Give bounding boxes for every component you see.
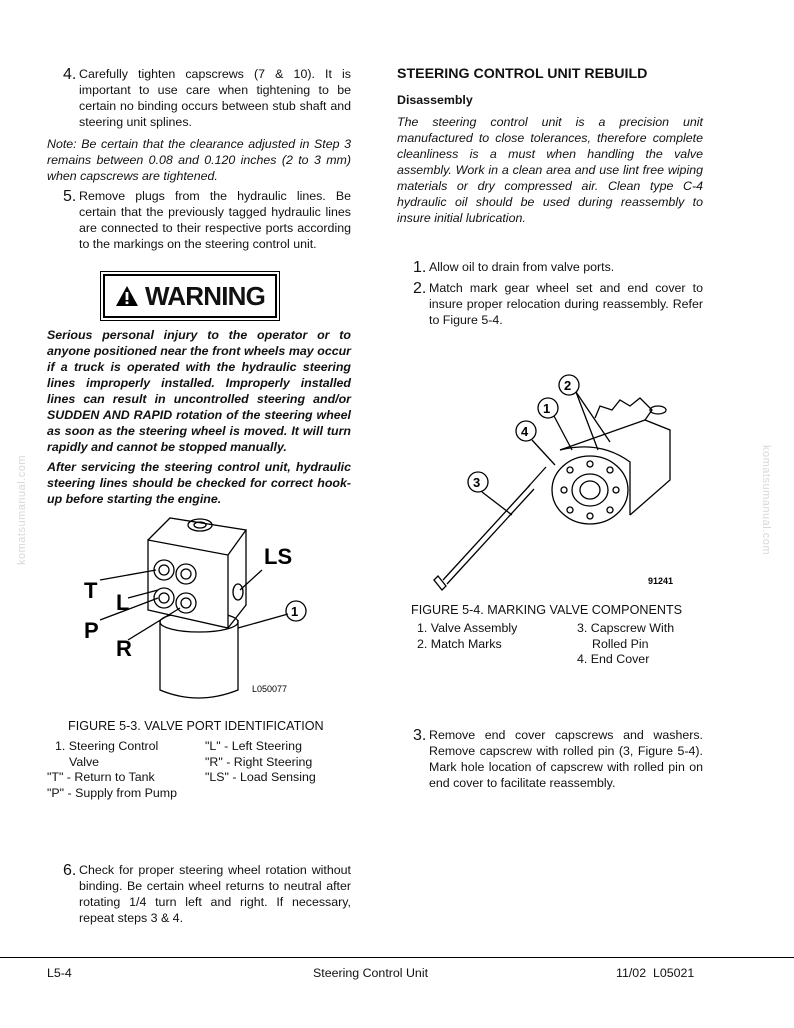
step-number: 3. <box>413 727 427 744</box>
figure-5-4-caption: FIGURE 5-4. MARKING VALVE COMPONENTS <box>411 603 683 617</box>
figure-5-3-legend-right <box>205 739 355 786</box>
section-title: STEERING CONTROL UNIT REBUILD <box>397 66 648 82</box>
legend-item: Valve <box>69 754 100 769</box>
callout-1: 1 <box>291 604 299 619</box>
footer-page-number: L5-4 <box>47 966 72 980</box>
step-4 <box>47 66 351 130</box>
port-label-t: T <box>84 578 98 603</box>
figure-code: L050077 <box>252 684 288 694</box>
figure-5-4-legend-right <box>577 621 707 668</box>
port-label-r: R <box>116 636 132 661</box>
legend-item: 2. Match Marks <box>417 636 502 651</box>
legend-item: Rolled Pin <box>592 636 649 651</box>
marking-valve-figure <box>430 370 680 592</box>
step-text: Allow oil to drain from valve ports. <box>429 260 615 274</box>
step-text: Check for proper steering wheel rotation without binding. Be certain wheel returns to neutral after rotating 1/4 turn left and right. If necessary, repeat steps 3 & 4. <box>79 863 351 925</box>
callout-2: 2 <box>564 378 572 393</box>
footer-rule <box>0 957 794 958</box>
subheading: Disassembly <box>397 93 473 107</box>
figure-5-4-legend-left <box>417 621 567 652</box>
step-6 <box>63 862 351 926</box>
step-text: Remove end cover capscrews and washers. Remove capscrew with rolled pin (3, Figure 5-4). Mark hole location of capscrew with rolled pin on end cover to facilitate reassembly. <box>429 728 703 790</box>
legend-item: 1. Valve Assembly <box>417 621 518 635</box>
port-label-p: P <box>84 618 99 643</box>
footer-date-code: 11/02 L05021 <box>616 966 695 980</box>
step-number: 2. <box>413 280 427 297</box>
right-steps <box>413 259 703 328</box>
figure-code: 91241 <box>648 576 674 586</box>
warning-label: WARNING <box>144 280 266 311</box>
warning-text <box>47 327 351 507</box>
step-text: Carefully tighten capscrews (7 & 10). It is important to use care when tightening to be certain no binding occurs between stub shaft and steering unit splines. <box>79 67 351 129</box>
legend-item: "R" - Right Steering <box>205 754 313 769</box>
port-label-l: L <box>116 590 130 615</box>
callout-4: 4 <box>521 424 529 439</box>
legend-item: "P" - Supply from Pump <box>47 785 177 800</box>
legend-item: 1. Steering Control <box>55 739 159 753</box>
right-column <box>397 66 703 226</box>
legend-item: 3. Capscrew With <box>577 621 675 635</box>
figure-5-3-legend-left <box>47 739 197 801</box>
step-text: Remove plugs from the hydraulic lines. Be certain that the previously tagged hydraulic lines are connected to their respective ports according to the markings on the steering control unit. <box>79 189 351 251</box>
warning-paragraph: Serious personal injury to the operator or to anyone positioned near the front wheels may occur if a truck is operated with the hydraulic steering lines improperly installed. Improperly installed lines can result in uncontrolled steering and/or SUDDEN AND RAPID rotation of the steering wheel as soon as the steering wheel is moved. It will turn rapidly and cannot be stopped manually. <box>47 328 351 454</box>
step-1 <box>413 259 703 277</box>
legend-item: "T" - Return to Tank <box>47 770 155 784</box>
step-number: 5. <box>63 188 77 205</box>
watermark: komatsumanual.com <box>760 445 772 555</box>
callout-3: 3 <box>473 475 481 490</box>
step-3 <box>413 727 703 791</box>
step-5 <box>47 188 351 252</box>
warning-banner <box>103 274 277 318</box>
intro-paragraph: The steering control unit is a precision unit manufactured to close tolerances, therefore complete cleanliness is a must when handling the valve assembly. Work in a clean area and use lint free wiping materials or dry compressed air. Clean type C-4 hydraulic oil should be used during reassembly to insure initial lubrication. <box>397 115 703 225</box>
callout-1: 1 <box>543 401 551 416</box>
warning-paragraph: After servicing the steering control unit, hydraulic steering lines should be checked for correct hook-up before starting the engine. <box>47 460 351 506</box>
warning-triangle-icon <box>115 285 139 307</box>
watermark: komatsumanual.com <box>16 455 28 565</box>
valve-port-figure <box>78 510 328 710</box>
step-number: 6. <box>63 862 77 879</box>
note-paragraph: Note: Be certain that the clearance adjusted in Step 3 remains between 0.08 and 0.120 inches (2 to 3 mm) when capscrews are tightened. <box>47 137 351 183</box>
figure-5-3-caption: FIGURE 5-3. VALVE PORT IDENTIFICATION <box>68 719 324 733</box>
step-number: 4. <box>63 66 77 83</box>
step-text: Match mark gear wheel set and end cover to insure proper relocation during reassembly. Refer to Figure 5-4. <box>429 281 703 327</box>
step-number: 1. <box>413 259 427 276</box>
legend-item: "LS" - Load Sensing <box>205 770 316 784</box>
port-label-ls: LS <box>264 544 293 569</box>
footer-title: Steering Control Unit <box>313 966 429 980</box>
legend-item: "L" - Left Steering <box>205 739 302 753</box>
legend-item: 4. End Cover <box>577 652 650 666</box>
step-2 <box>413 280 703 328</box>
left-column <box>47 66 351 252</box>
